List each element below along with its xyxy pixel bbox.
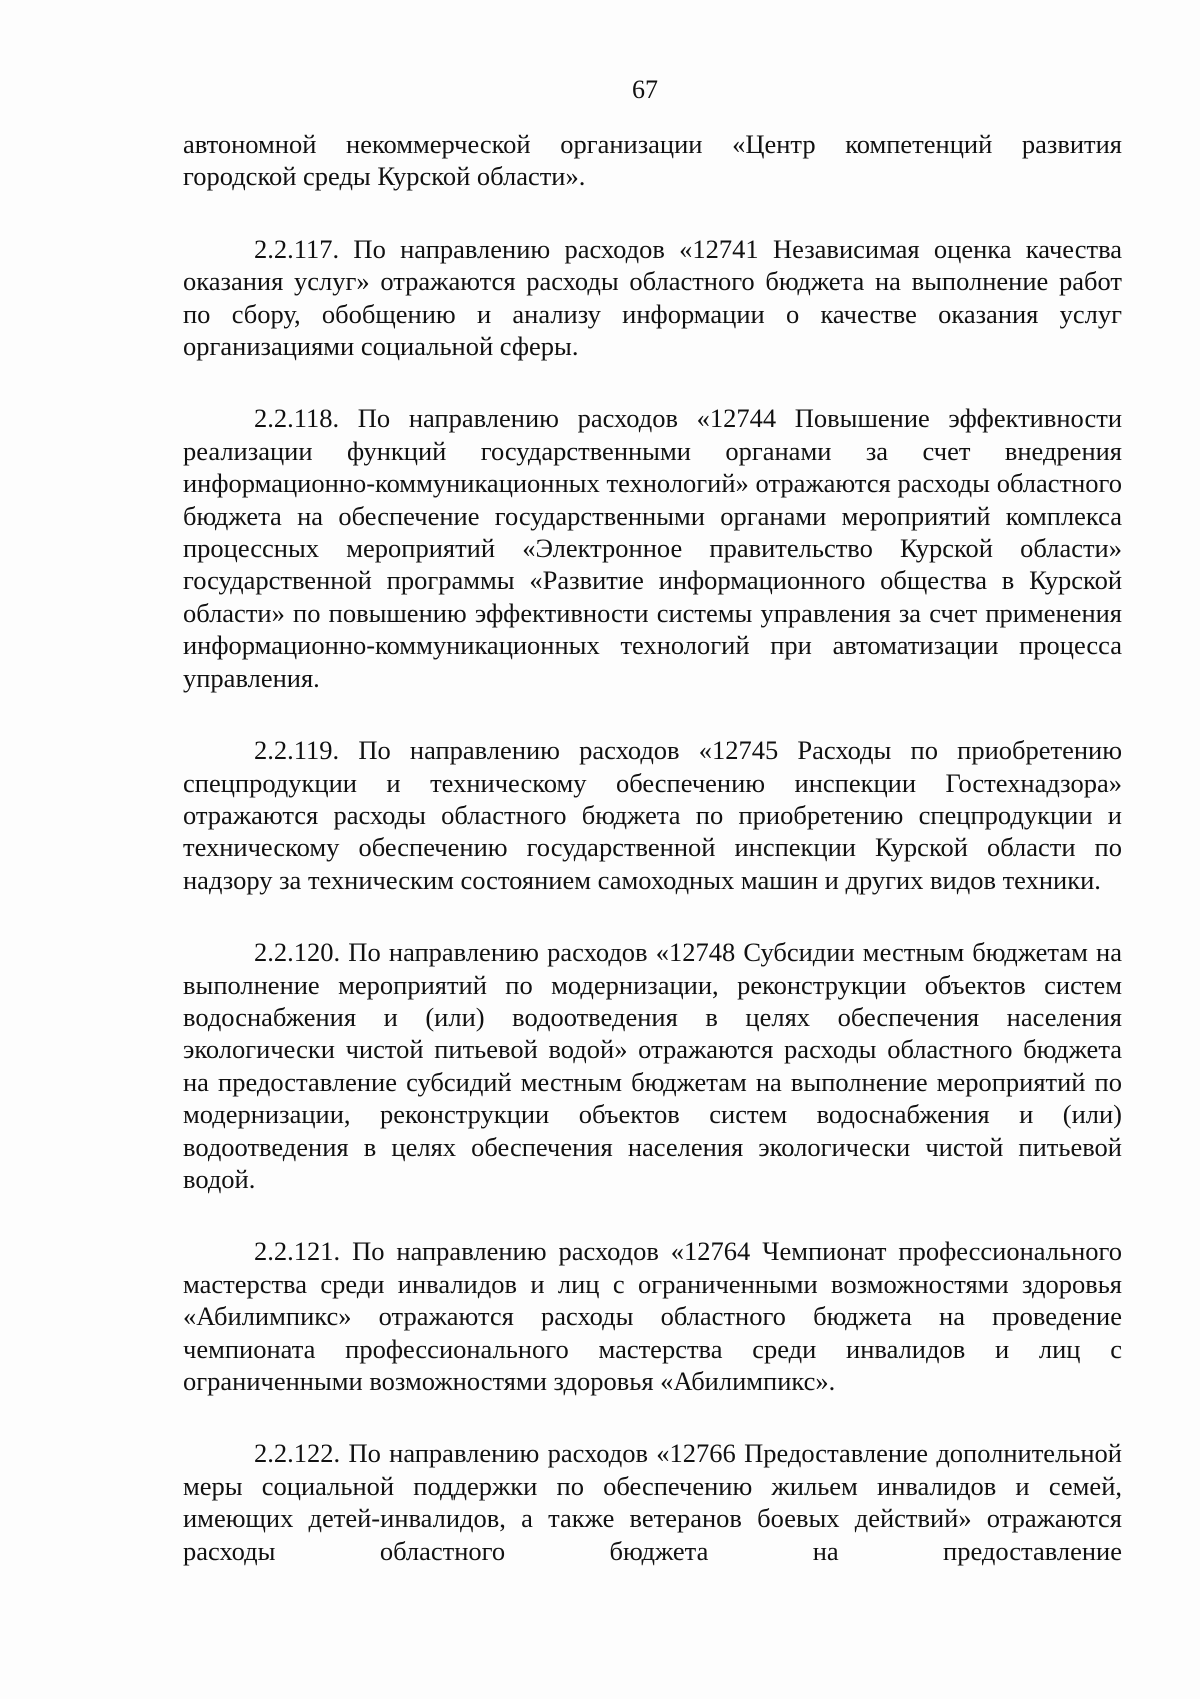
paragraph-gap	[183, 694, 1122, 734]
paragraph-gap	[183, 193, 1122, 233]
paragraph-gap	[183, 1397, 1122, 1437]
document-body	[183, 128, 1122, 1567]
paragraph-2-2-122: 2.2.122. По направлению расходов «12766 Предоставление дополнительной меры социальной поддержки по обеспечению жильем инвалидов и семей, имеющих детей-инвалидов, а также ветеранов боевых действий» отражаются расходы областного бюджета на предоставление	[183, 1438, 1122, 1566]
page-number: 67	[632, 75, 658, 104]
paragraph-2-2-121: 2.2.121. По направлению расходов «12764 Чемпионат профессионального мастерства среди инвалидов и лиц с ограниченными возможностями здоровья «Абилимпикс» отражаются расходы областного бюджета на проведение чемпионата профессионального мастерства среди инвалидов и лиц с ограниченными возможностями здоровья «Абилимпикс».	[183, 1236, 1122, 1396]
paragraph-gap	[183, 362, 1122, 402]
paragraph-gap	[183, 896, 1122, 936]
paragraph-2-2-119: 2.2.119. По направлению расходов «12745 Расходы по приобретению спецпродукции и техническому обеспечению инспекции Гостехнадзора» отражаются расходы областного бюджета по приобретению спецпродукции и техническому обеспечению государственной инспекции Курской области по надзору за техническим состоянием самоходных машин и других видов техники.	[183, 735, 1122, 895]
paragraph-gap	[183, 1195, 1122, 1235]
paragraph-2-2-120: 2.2.120. По направлению расходов «12748 Субсидии местным бюджетам на выполнение мероприятий по модернизации, реконструкции объектов систем водоснабжения и (или) водоотведения в целях обеспечения населения экологически чистой питьевой водой» отражаются расходы областного бюджета на предоставление субсидий местным бюджетам на выполнение мероприятий по модернизации, реконструкции объектов систем водоснабжения и (или) водоотведения в целях обеспечения населения экологически чистой питьевой водой.	[183, 937, 1122, 1194]
paragraph-2-2-117: 2.2.117. По направлению расходов «12741 Независимая оценка качества оказания услуг» отражаются расходы областного бюджета на выполнение работ по сбору, обобщению и анализу информации о качестве оказания услуг организациями социальной сферы.	[183, 233, 1122, 362]
paragraph-2-2-118: 2.2.118. По направлению расходов «12744 Повышение эффективности реализации функций государственными органами за счет внедрения информационно-коммуникационных технологий» отражаются расходы областного бюджета на обеспечение государственными органами мероприятий комплекса процессных мероприятий «Электронное правительство Курской области» государственной программы «Развитие информационного общества в Курской области» по повышению эффективности системы управления за счет применения информационно-коммуникационных технологий при автоматизации процесса управления.	[183, 403, 1122, 693]
paragraph-continuation: автономной некоммерческой организации «Центр компетенций развития городской среды Курской области».	[183, 129, 1122, 192]
